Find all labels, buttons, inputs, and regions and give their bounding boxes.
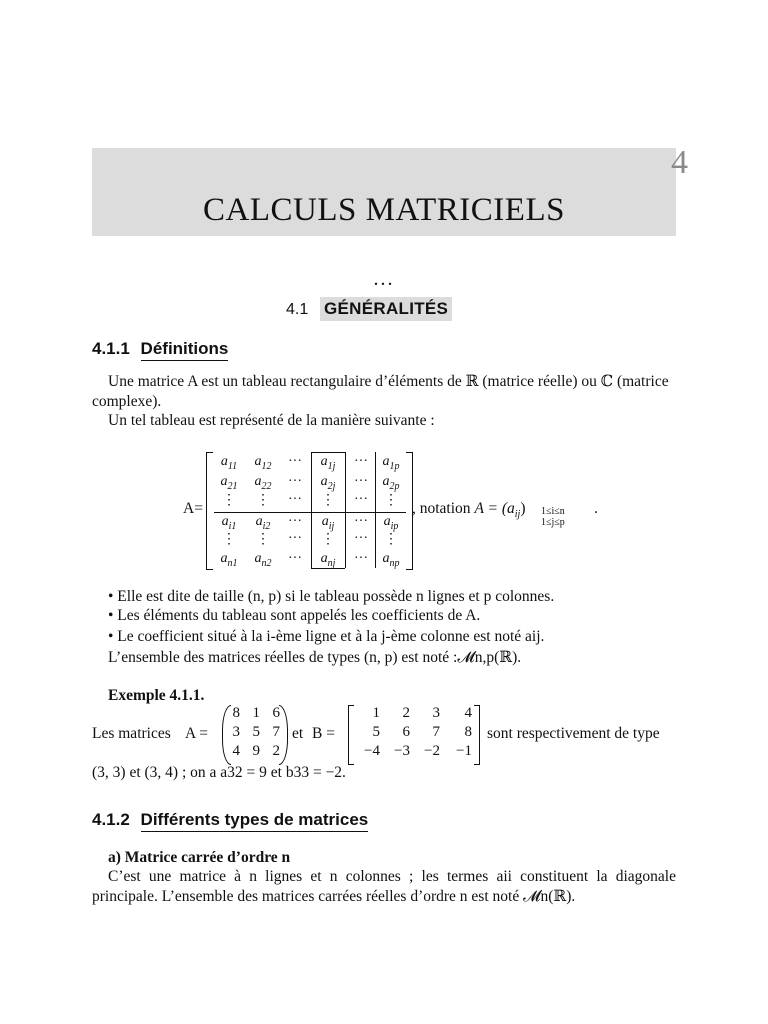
bullet-size: • Elle est dite de taille (n, p) si le tableau possède n lignes et p colonnes. bbox=[108, 588, 555, 605]
bullet-coefficients: • Les éléments du tableau sont appelés les coefficients de A. bbox=[108, 607, 481, 624]
notation-prefix: , notation bbox=[412, 500, 475, 517]
section-title: GÉNÉRALITÉS bbox=[320, 297, 452, 321]
matrix-cell: ··· bbox=[354, 551, 368, 566]
type-a-paragraph: C’est une matrice à n lignes et n colonnes ; les termes aii constituent la diagonale principale. L’ensemble des matrices carrées réelles d’ordre n est noté 𝓜n(ℝ). bbox=[92, 868, 676, 905]
example-matrix-cell: 9 bbox=[252, 743, 260, 759]
matrix-cell: $a_{i1}$ bbox=[221, 514, 237, 532]
example-et: et bbox=[292, 725, 304, 742]
example-matrix-cell: 1 bbox=[252, 705, 260, 721]
example-matrix-cell: −3 bbox=[394, 743, 410, 759]
notation-range-j: 1≤j≤p bbox=[541, 517, 565, 528]
example-tail: sont respectivement de type bbox=[487, 725, 660, 742]
example-label: Exemple 4.1.1. bbox=[108, 687, 205, 704]
definition-intro: Un tel tableau est représenté de la manière suivante : bbox=[108, 412, 435, 429]
example-matrix-cell: 3 bbox=[432, 705, 440, 721]
matrix-set-notation: L’ensemble des matrices réelles de types (n, p) est noté :𝓜n,p(ℝ). bbox=[108, 649, 522, 666]
chapter-number: 4 bbox=[671, 144, 688, 181]
matrix-cell: ⋮ bbox=[222, 493, 236, 508]
definition-paragraph: Une matrice A est un tableau rectangulaire d’éléments de ℝ (matrice réelle) ou ℂ (matrice complexe). bbox=[92, 373, 669, 410]
example-matrix-cell: 6 bbox=[402, 724, 410, 740]
subsection-title: Différents types de matrices bbox=[141, 810, 369, 832]
notation bbox=[412, 499, 525, 525]
example-b-label: B = bbox=[312, 725, 335, 742]
matrix-cell: $a_{11}$ bbox=[220, 454, 238, 472]
matrix-cell: $a_{21}$ bbox=[220, 474, 238, 492]
matrix-cell: ··· bbox=[288, 514, 302, 529]
example-matrix-cell: 2 bbox=[272, 743, 280, 759]
matrix-cell: $a_{ip}$ bbox=[383, 514, 399, 532]
ellipsis: ... bbox=[373, 268, 395, 290]
matrix-cell: ⋮ bbox=[321, 532, 335, 547]
matrix-cell: ··· bbox=[288, 492, 302, 507]
example-matrix-cell: 7 bbox=[432, 724, 440, 740]
subsection-heading-definitions bbox=[92, 339, 228, 359]
matrix-column-box-left bbox=[311, 452, 312, 568]
matrix-cell: ⋮ bbox=[256, 532, 270, 547]
matrix-cell: ··· bbox=[354, 454, 368, 469]
example-line2: (3, 3) et (3, 4) ; on a a32 = 9 et b33 = −2. bbox=[92, 764, 346, 781]
bullet-coefficient-position: • Le coefficient situé à la i-ème ligne et à la j-ème colonne est noté aij. bbox=[108, 628, 545, 645]
notation-sub: ij bbox=[514, 509, 521, 520]
subsection-title: Définitions bbox=[141, 339, 229, 361]
example-matrix-cell: −1 bbox=[456, 743, 472, 759]
example-matrix-cell: −2 bbox=[424, 743, 440, 759]
matrix-cell: ··· bbox=[288, 531, 302, 546]
subsection-heading-types bbox=[92, 810, 368, 830]
matrix-cell: ⋮ bbox=[384, 493, 398, 508]
matrix-cell: ··· bbox=[354, 514, 368, 529]
matrix-cell: ⋮ bbox=[321, 493, 335, 508]
matrix-row-separator bbox=[214, 512, 406, 513]
example-lead: Les matrices bbox=[92, 725, 171, 742]
matrix-cell: ⋮ bbox=[256, 493, 270, 508]
example-matrix-cell: 4 bbox=[232, 743, 240, 759]
example-matrix-cell: 7 bbox=[272, 724, 280, 740]
matrix-a-right-paren bbox=[279, 705, 288, 765]
subsection-number: 4.1.1 bbox=[92, 339, 130, 358]
matrix-cell: ⋮ bbox=[222, 532, 236, 547]
notation-close: ) bbox=[520, 500, 526, 517]
subsection-number: 4.1.2 bbox=[92, 810, 130, 829]
example-matrix-cell: 5 bbox=[252, 724, 260, 740]
section-number: 4.1 bbox=[286, 301, 309, 318]
example-matrix-cell: −4 bbox=[364, 743, 380, 759]
type-a-title: a) Matrice carrée d’ordre n bbox=[108, 849, 291, 866]
matrix-b-right-bracket bbox=[474, 705, 480, 765]
matrix-cell: $a_{i2}$ bbox=[255, 514, 271, 532]
example-matrix-cell: 2 bbox=[402, 705, 410, 721]
example-matrix-cell: 4 bbox=[464, 705, 472, 721]
matrix-cell: ··· bbox=[354, 531, 368, 546]
example-matrix-cell: 6 bbox=[272, 705, 280, 721]
matrix-cell: $a_{n2}$ bbox=[254, 551, 272, 569]
matrix-label: A= bbox=[183, 500, 203, 517]
matrix-cell: ··· bbox=[288, 551, 302, 566]
notation-end: . bbox=[594, 500, 598, 517]
notation-main: A = (a bbox=[474, 500, 515, 517]
matrix-cell: $a_{np}$ bbox=[382, 551, 400, 569]
example-matrix-cell: 3 bbox=[232, 724, 240, 740]
matrix-b-left-bracket bbox=[348, 705, 354, 765]
matrix-cell: ⋮ bbox=[384, 532, 398, 547]
matrix-column-box-top bbox=[311, 452, 345, 453]
matrix-cell: $a_{ij}$ bbox=[321, 514, 335, 532]
matrix-cell: $a_{2p}$ bbox=[382, 474, 400, 492]
matrix-cell: ··· bbox=[354, 474, 368, 489]
example-matrix-cell: 1 bbox=[372, 705, 380, 721]
example-matrix-cell: 8 bbox=[464, 724, 472, 740]
matrix-cell: ··· bbox=[288, 474, 302, 489]
example-a-label: A = bbox=[185, 725, 208, 742]
example-matrix-cell: 8 bbox=[232, 705, 240, 721]
notation-range-i: 1≤i≤n bbox=[541, 506, 565, 517]
matrix-cell: $a_{1j}$ bbox=[320, 454, 336, 472]
matrix-cell: $a_{12}$ bbox=[254, 454, 272, 472]
matrix-cell: ··· bbox=[354, 492, 368, 507]
notation-ranges bbox=[541, 506, 565, 528]
matrix-left-bracket bbox=[206, 452, 213, 570]
example-matrix-cell: 5 bbox=[372, 724, 380, 740]
matrix-cell: $a_{nj}$ bbox=[320, 551, 336, 569]
matrix-cell: $a_{n1}$ bbox=[220, 551, 238, 569]
matrix-cell: $a_{1p}$ bbox=[382, 454, 400, 472]
matrix-cell: ··· bbox=[288, 454, 302, 469]
chapter-title: CALCULS MATRICIELS bbox=[203, 192, 565, 228]
matrix-cell: $a_{2j}$ bbox=[320, 474, 336, 492]
matrix-cell: $a_{22}$ bbox=[254, 474, 272, 492]
